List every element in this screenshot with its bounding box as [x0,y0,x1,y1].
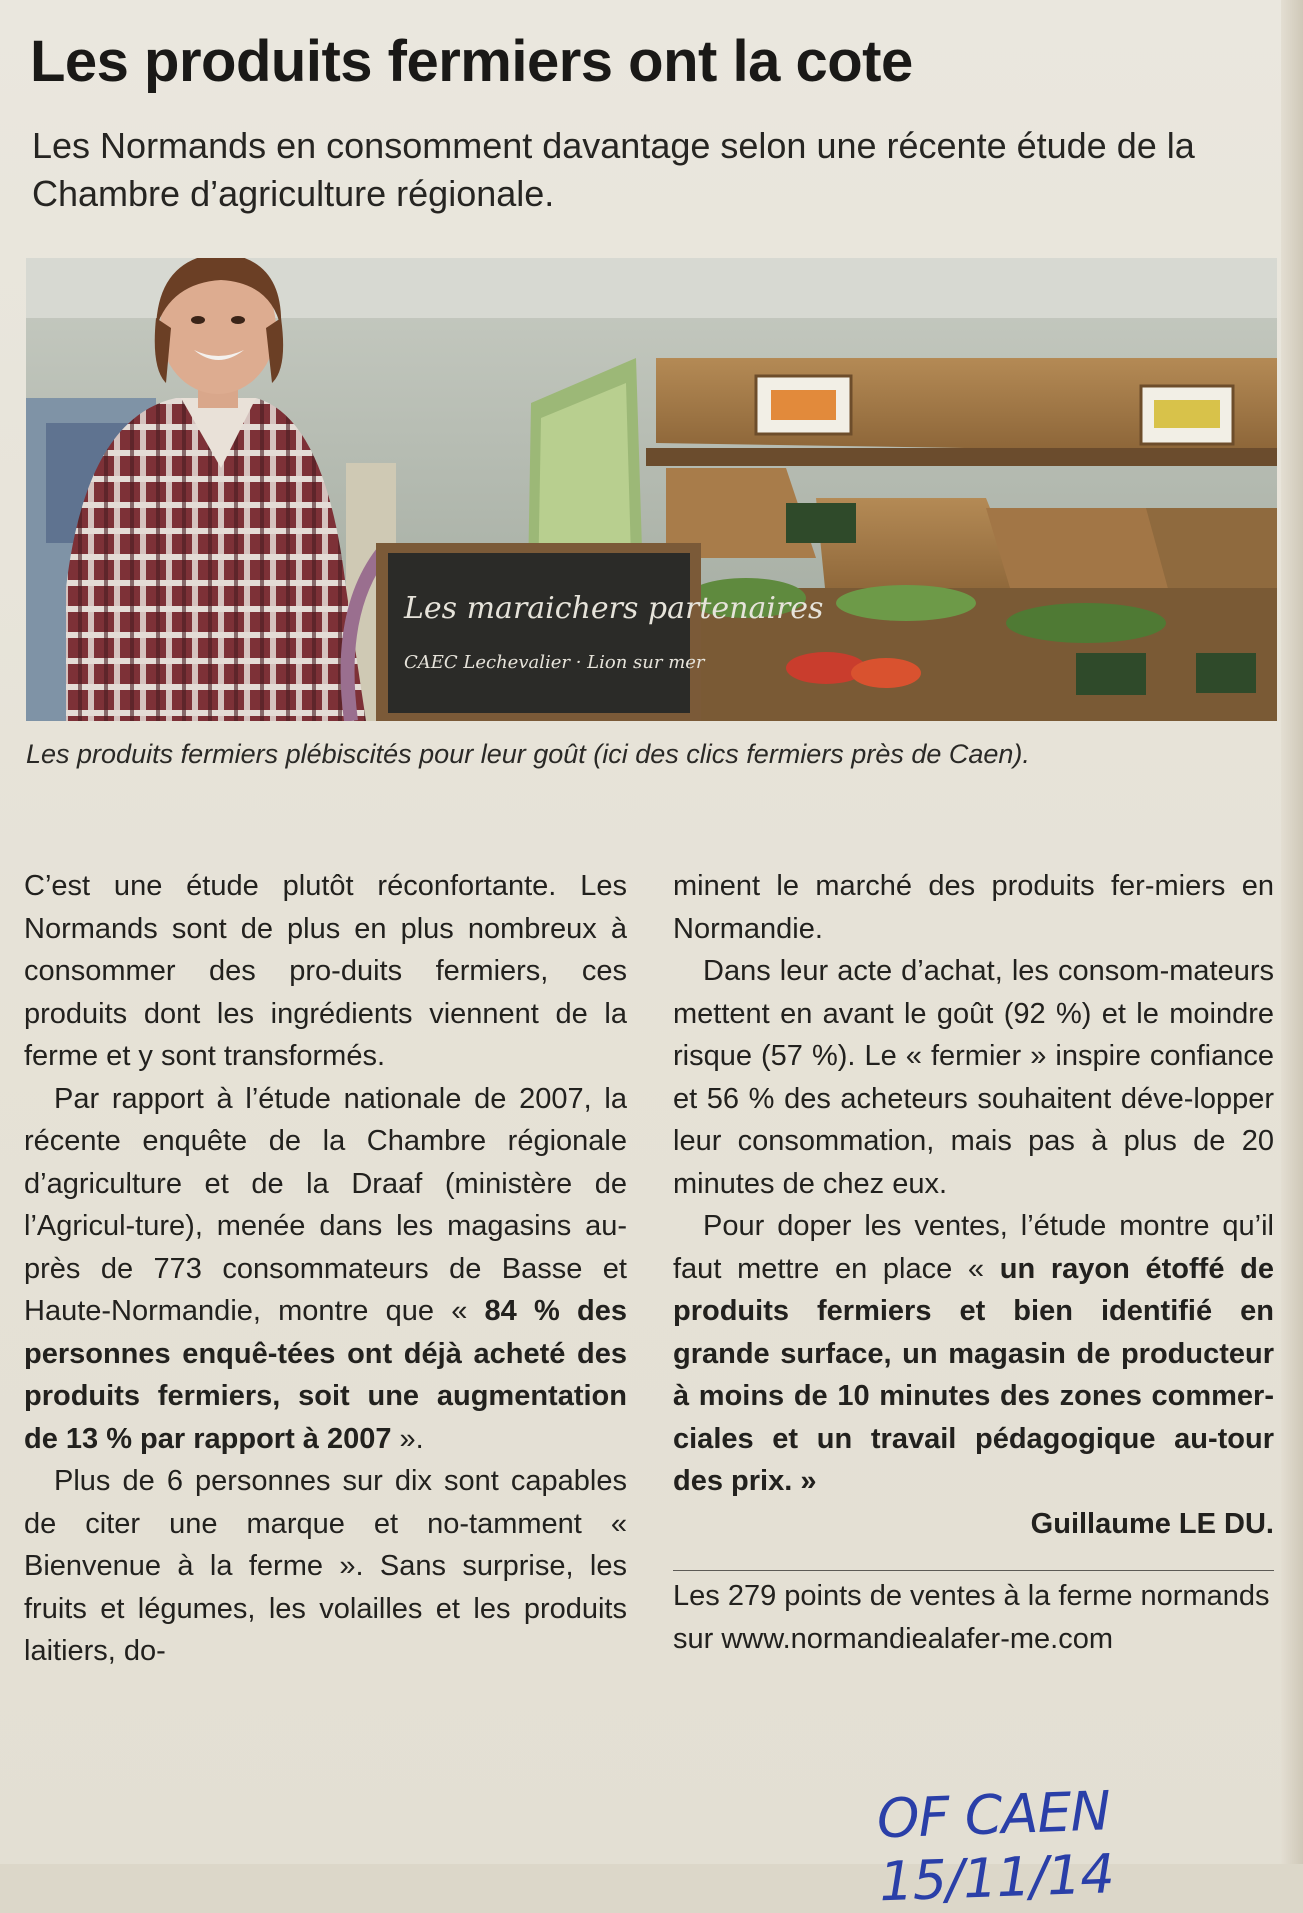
paper-edge [1281,0,1303,1864]
right-paragraph-3 [673,1205,1274,1503]
chalkboard-line-2: CAEC Lechevalier · Lion sur mer [404,652,705,673]
article-column-left [24,865,627,1673]
left-paragraph-2-end: ». [391,1422,424,1455]
left-paragraph-2-quote: 84 % des personnes enquê-tées ont déjà acheté des produits fermiers, soit une augmentation de 13 % par rapport à 2007 [24,1295,627,1455]
right-paragraph-2: Dans leur acte d’achat, les consom-mateurs mettent en avant le goût (92 %) et le moindre risque (57 %). Le « fermier » inspire confiance et 56 % des acheteurs souhaitent déve-lopper leur consommation, mais pas à plus de 20 minutes de chez eux. [673,955,1274,1200]
article-headline: Les produits fermiers ont la cote [30,29,913,94]
left-paragraph-3: Plus de 6 personnes sur dix sont capables de citer une marque et no-tamment « Bienvenue à la ferme ». Sans surprise, les fruits et légumes, les volailles et les produits laitiers, do- [24,1465,627,1667]
author-byline: Guillaume LE DU. [1030,1507,1274,1540]
left-paragraph-1: C’est une étude plutôt réconfortante. Les Normands sont de plus en plus nombreux à consommer des pro-duits fermiers, ces produits dont les ingrédients viennent de la ferme et y sont transformés. [24,870,627,1072]
handwritten-source-note: OF CAEN 15/11/14 [875,1779,1115,1913]
right-paragraph-3-start: Pour doper les ventes, l’étude montre qu’il faut mettre en place « [673,1210,1274,1285]
chalkboard-line-1: Les maraichers partenaires [404,591,824,626]
photo-farm-shop [26,258,1277,721]
article-photo [26,258,1277,721]
article-column-right [673,865,1274,1660]
left-paragraph-2 [24,1078,627,1461]
right-paragraph-3-end: » [792,1465,817,1497]
right-paragraph-1: minent le marché des produits fer-miers en Normandie. [673,870,1274,945]
article-subtitle: Les Normands en consomment davantage selon une récente étude de la Chambre d’agriculture régionale. [32,125,1195,214]
left-paragraph-2-start: Par rapport à l’étude nationale de 2007, la récente enquête de la Chambre régionale d’agriculture et de la Draaf (ministère de l’Agricul-ture), menée dans les magasins au-près de 773 consommateurs de Basse et Haute-Normandie, montre que « [24,1082,627,1327]
right-paragraph-3-quote: un rayon étoffé de produits fermiers et bien identifié en grande surface, un magasin de producteur à moins de 10 minutes des zones commer-ciales et un travail pédagogique au-tour des prix. [673,1252,1274,1497]
footer-note: Les 279 points de ventes à la ferme normands sur www.normandiealafer-me.com [673,1570,1274,1660]
photo-caption: Les produits fermiers plébiscités pour leur goût (ici des clics fermiers près de Caen). [26,739,1030,769]
